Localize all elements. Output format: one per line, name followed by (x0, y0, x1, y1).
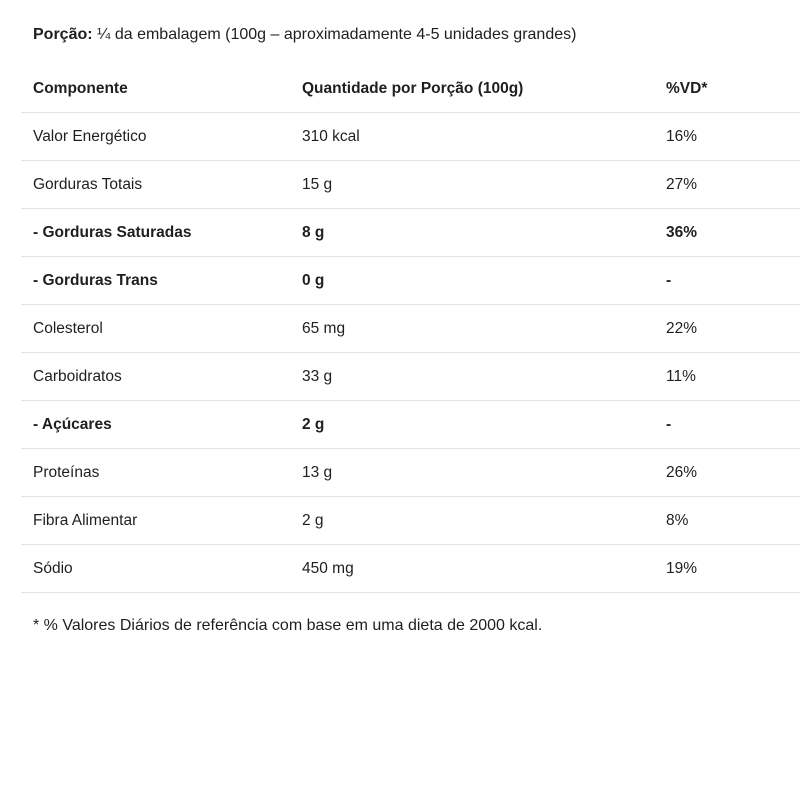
amount-cell: 2 g (302, 512, 324, 529)
dv-cell: 19% (666, 560, 698, 577)
dv-cell: - (666, 272, 672, 289)
dv-cell: 36% (666, 224, 698, 241)
portion-text: ¼ da embalagem (100g – aproximadamente 4-5 unidades grandes) (97, 26, 577, 43)
table-row (21, 209, 800, 257)
amount-cell: 15 g (302, 176, 333, 193)
header-dv: %VD* (666, 80, 708, 97)
dv-cell: 11% (666, 368, 696, 385)
amount-cell: 13 g (302, 464, 333, 481)
amount-cell: 310 kcal (302, 128, 360, 145)
component-cell: Colesterol (33, 320, 103, 337)
amount-cell: 0 g (302, 272, 325, 289)
table-row (21, 497, 800, 545)
component-cell: - Gorduras Trans (33, 272, 158, 289)
amount-cell: 65 mg (302, 320, 346, 337)
table-row (21, 401, 800, 449)
header-component: Componente (33, 80, 128, 97)
dv-cell: - (666, 416, 672, 433)
amount-cell: 2 g (302, 416, 325, 433)
component-cell: Proteínas (33, 464, 100, 481)
table-row (21, 449, 800, 497)
dv-cell: 26% (666, 464, 698, 481)
table-row (21, 161, 800, 209)
portion-info (33, 24, 576, 46)
portion-label: Porção: (33, 26, 93, 43)
component-cell: Gorduras Totais (33, 176, 143, 193)
table-row (21, 257, 800, 305)
table-row (21, 353, 800, 401)
dv-cell: 8% (666, 512, 689, 529)
component-cell: Sódio (33, 560, 73, 577)
component-cell: - Açúcares (33, 416, 112, 433)
nutrition-table (21, 65, 800, 593)
component-cell: Fibra Alimentar (33, 512, 138, 529)
component-cell: - Gorduras Saturadas (33, 224, 192, 241)
component-cell: Carboidratos (33, 368, 122, 385)
amount-cell: 33 g (302, 368, 333, 385)
dv-cell: 22% (666, 320, 698, 337)
dv-cell: 16% (666, 128, 698, 145)
dv-cell: 27% (666, 176, 698, 193)
amount-cell: 8 g (302, 224, 325, 241)
footnote: * % Valores Diários de referência com base em uma dieta de 2000 kcal. (33, 617, 543, 634)
table-header-row (21, 65, 800, 113)
component-cell: Valor Energético (33, 128, 147, 145)
table-row (21, 113, 800, 161)
table-row (21, 545, 800, 593)
amount-cell: 450 mg (302, 560, 354, 577)
header-amount: Quantidade por Porção (100g) (302, 80, 524, 97)
table-row (21, 305, 800, 353)
